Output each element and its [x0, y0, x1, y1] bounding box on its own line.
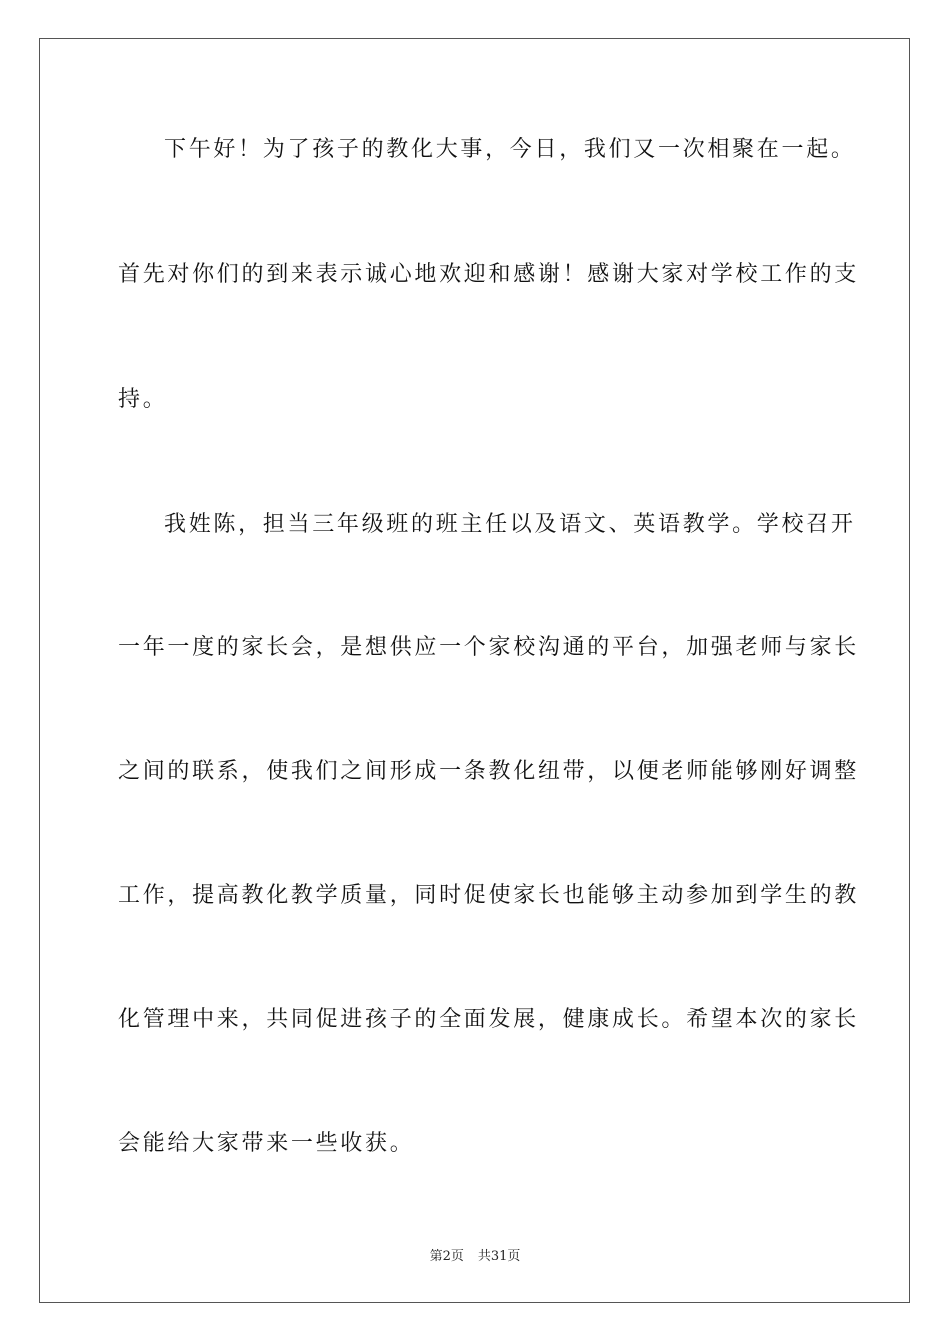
- paragraph-2-line-6: 会能给大家带来一些收获。: [118, 1131, 415, 1156]
- paragraph-1-line-1: 下午好！为了孩子的教化大事，今日，我们又一次相聚在一起。: [164, 137, 856, 162]
- page-total: 共31页: [477, 1249, 521, 1264]
- paragraph-2-line-2: 一年一度的家长会，是想供应一个家校沟通的平台，加强老师与家长: [118, 635, 860, 660]
- paragraph-2-line-5: 化管理中来，共同促进孩子的全面发展，健康成长。希望本次的家长: [118, 1007, 860, 1032]
- paragraph-2-line-1: 我姓陈，担当三年级班的班主任以及语文、英语教学。学校召开: [164, 512, 856, 537]
- paragraph-1-line-3: 持。: [118, 387, 168, 412]
- paragraph-2-line-3: 之间的联系，使我们之间形成一条教化纽带，以便老师能够刚好调整: [118, 759, 860, 784]
- paragraph-2-line-4: 工作，提高教化教学质量，同时促使家长也能够主动参加到学生的教: [118, 883, 860, 908]
- paragraph-1-line-2: 首先对你们的到来表示诚心地欢迎和感谢！感谢大家对学校工作的支: [118, 262, 860, 287]
- page-footer: [0, 1248, 950, 1266]
- page-frame: [39, 38, 910, 1303]
- page-number: 第2页: [429, 1249, 464, 1264]
